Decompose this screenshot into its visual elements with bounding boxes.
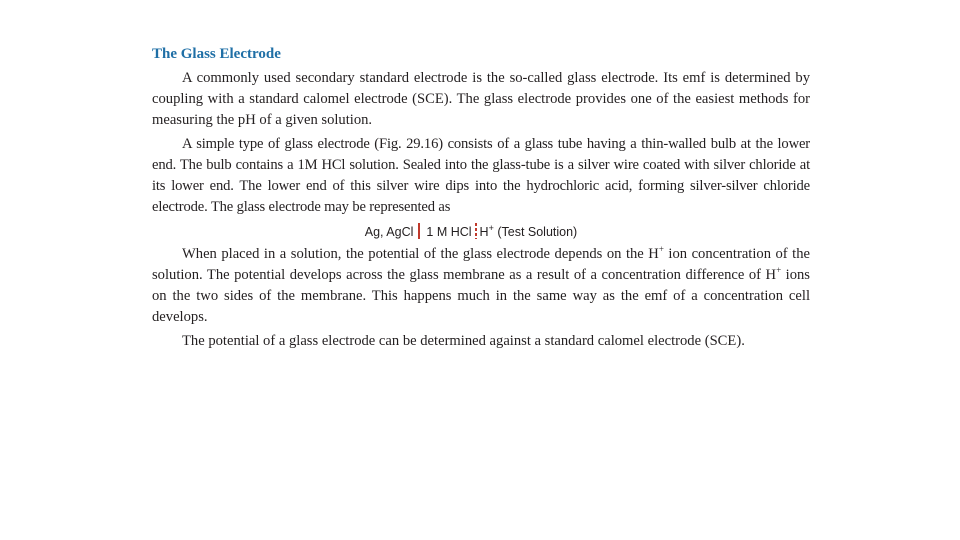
paragraph-measurement: The potential of a glass electrode can be determined against a standard calomel electrode (SCE). bbox=[182, 333, 745, 349]
electrode-representation bbox=[152, 222, 810, 242]
paragraph-intro: A commonly used secondary standard electrode is the so-called glass electrode. Its emf is determined by coupling with a standard calomel electrode (SCE). The glass electrode provides one of the easiest methods for measuring the pH of a given solution. bbox=[152, 70, 810, 128]
phase-boundary-line bbox=[418, 223, 420, 239]
representation-left: Ag, AgCl bbox=[364, 225, 414, 239]
paragraph-potential-part3: ions on the two sides of the membrane. This happens much in the same way as the emf of a concentration cell develops. bbox=[152, 267, 810, 325]
representation-middle: 1 M HCl bbox=[426, 225, 472, 239]
hydrogen-charge-1: + bbox=[658, 244, 664, 255]
section-heading: The Glass Electrode bbox=[152, 46, 281, 62]
representation-ion: H bbox=[479, 225, 489, 239]
document-page bbox=[152, 44, 810, 355]
paragraph-potential bbox=[152, 244, 810, 328]
representation-ion-charge: + bbox=[488, 222, 494, 233]
paragraph-potential-part1: When placed in a solution, the potential of the glass electrode depends on the H bbox=[182, 246, 659, 262]
paragraph-potential-part2: ion concentration of the solution. The potential develops across the glass membrane as a result of a concentration difference of H bbox=[152, 246, 810, 283]
representation-right: (Test Solution) bbox=[497, 225, 578, 239]
membrane-boundary-line bbox=[475, 223, 477, 239]
hydrogen-charge-2: + bbox=[776, 265, 782, 276]
paragraph-description: A simple type of glass electrode (Fig. 29.16) consists of a glass tube having a thin-walled bulb at the lower end. The bulb contains a 1M HCl solution. Sealed into the glass-tube is a silver wire coated with silver chloride at its lower end. The lower end of this silver wire dips into the hydrochloric acid, forming silver-silver chloride electrode. The glass electrode may be represented as bbox=[152, 136, 810, 215]
